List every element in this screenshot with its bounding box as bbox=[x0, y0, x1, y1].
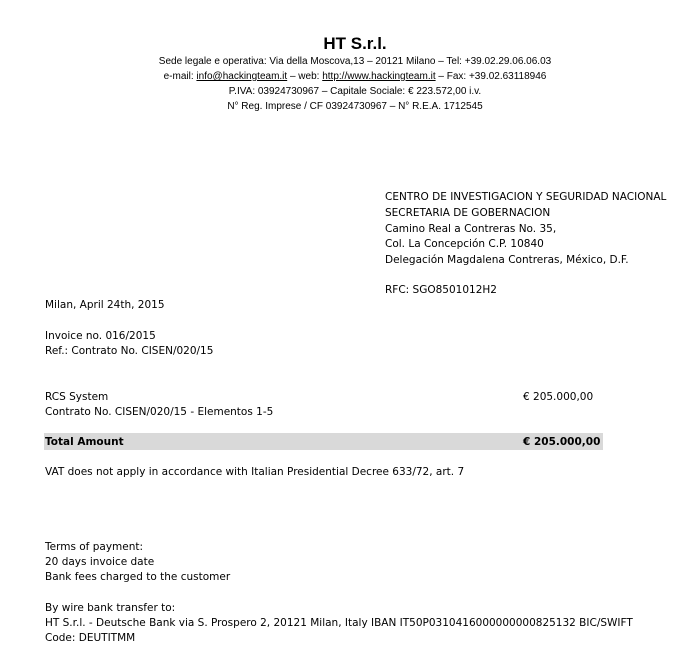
item-amount: € 205.000,00 bbox=[523, 391, 594, 403]
total-label: Total Amount bbox=[45, 436, 124, 448]
company-address: Sede legale e operativa: Via della Moscova,13 – 20121 Milano – Tel: +39.02.29.06.06.03 bbox=[158, 56, 552, 67]
recipient-line-1: CENTRO DE INVESTIGACION Y SEGURIDAD NACIONAL bbox=[385, 191, 667, 203]
terms-line-1: 20 days invoice date bbox=[45, 556, 155, 568]
bank-details: HT S.r.l. - Deutsche Bank via S. Prospero 2, 20121 Milan, Italy IBAN IT50P0310416000000000825132 BIC/SWIFT bbox=[45, 617, 633, 629]
bank-heading: By wire bank transfer to: bbox=[45, 602, 176, 614]
invoice-reference: Ref.: Contrato No. CISEN/020/15 bbox=[45, 345, 214, 357]
company-vat-capital: P.IVA: 03924730967 – Capitale Sociale: € 223.572,00 i.v. bbox=[228, 86, 482, 97]
recipient-rfc: RFC: SGO8501012H2 bbox=[385, 284, 497, 296]
company-contacts bbox=[0, 69, 700, 84]
bank-swift-code: Code: DEUTITMM bbox=[45, 632, 136, 644]
recipient-line-3: Camino Real a Contreras No. 35, bbox=[385, 223, 557, 235]
company-name: HT S.r.l. bbox=[323, 34, 387, 53]
invoice-date: Milan, April 24th, 2015 bbox=[45, 299, 165, 311]
item-detail: Contrato No. CISEN/020/15 - Elementos 1-5 bbox=[45, 406, 274, 418]
total-amount: € 205.000,00 bbox=[523, 436, 601, 448]
total-row bbox=[44, 433, 603, 450]
email-link[interactable]: info@hackingteam.it bbox=[196, 71, 288, 82]
web-label: – web: bbox=[289, 71, 320, 82]
item-name: RCS System bbox=[45, 391, 109, 403]
fax-text: – Fax: +39.02.63118946 bbox=[438, 71, 547, 82]
terms-line-2: Bank fees charged to the customer bbox=[45, 571, 231, 583]
email-label: e-mail: bbox=[163, 71, 194, 82]
company-registration: N° Reg. Imprese / CF 03924730967 – N° R.E.A. 1712545 bbox=[227, 101, 483, 112]
recipient-line-2: SECRETARIA DE GOBERNACION bbox=[385, 207, 551, 219]
recipient-line-5: Delegación Magdalena Contreras, México, D.F. bbox=[385, 254, 629, 266]
invoice-number: Invoice no. 016/2015 bbox=[45, 330, 156, 342]
recipient-line-4: Col. La Concepción C.P. 10840 bbox=[385, 238, 544, 250]
terms-heading: Terms of payment: bbox=[45, 541, 144, 553]
website-link[interactable]: http://www.hackingteam.it bbox=[322, 71, 436, 82]
vat-note: VAT does not apply in accordance with Italian Presidential Decree 633/72, art. 7 bbox=[45, 466, 465, 478]
